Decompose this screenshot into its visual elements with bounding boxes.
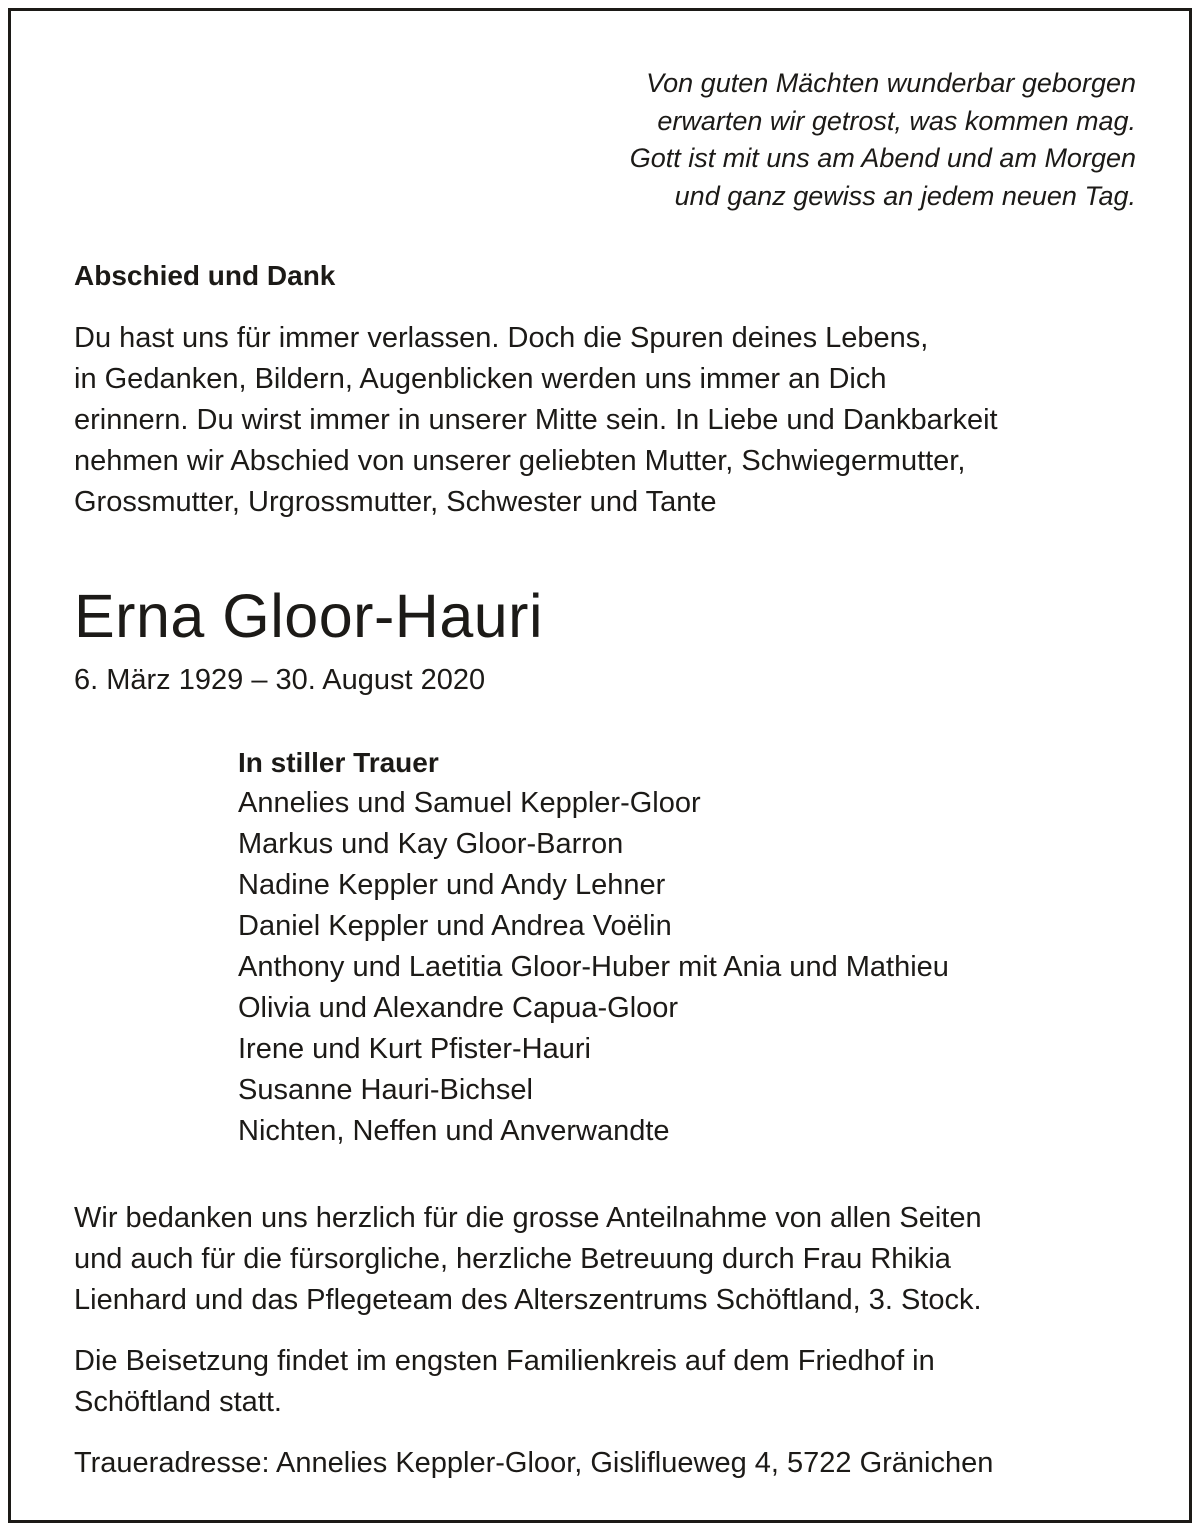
intro-line: Grossmutter, Urgrossmutter, Schwester und Tante: [74, 486, 717, 518]
mourner-entry: Nadine Keppler und Andy Lehner: [238, 869, 666, 901]
burial-line: Die Beisetzung findet im engsten Familienkreis auf dem Friedhof in: [74, 1345, 935, 1377]
mourner-entry: Susanne Hauri-Bichsel: [238, 1074, 533, 1106]
intro-line: Du hast uns für immer verlassen. Doch die Spuren deines Lebens,: [74, 322, 929, 354]
burial-paragraph: [74, 1341, 935, 1423]
mourner-entry: Daniel Keppler und Andrea Voëlin: [238, 910, 672, 942]
mourner-entry: Anthony und Laetitia Gloor-Huber mit Ania und Mathieu: [238, 951, 949, 983]
motto-line: erwarten wir getrost, was kommen mag.: [657, 105, 1136, 136]
motto-line: Gott ist mit uns am Abend und am Morgen: [629, 143, 1136, 173]
mourner-entry: Olivia und Alexandre Capua-Gloor: [238, 992, 679, 1024]
burial-line: Schöftland statt.: [74, 1386, 282, 1418]
intro-line: nehmen wir Abschied von unserer geliebten Mutter, Schwiegermutter,: [74, 445, 966, 477]
intro-paragraph: [74, 318, 998, 523]
thanks-paragraph: [74, 1198, 982, 1321]
thanks-line: Lienhard und das Pflegeteam des Alterszentrums Schöftland, 3. Stock.: [74, 1284, 982, 1316]
deceased-name: Erna Gloor-Hauri: [74, 582, 544, 650]
motto-verse: [630, 65, 1136, 215]
motto-line: Von guten Mächten wunderbar geborgen: [646, 68, 1136, 98]
intro-line: erinnern. Du wirst immer in unserer Mitte sein. In Liebe und Dankbarkeit: [74, 404, 998, 436]
mourner-entry: Nichten, Neffen und Anverwandte: [238, 1115, 670, 1147]
mourner-entry: Irene und Kurt Pfister-Hauri: [238, 1033, 591, 1065]
thanks-line: und auch für die fürsorgliche, herzliche Betreuung durch Frau Rhikia: [74, 1243, 951, 1275]
life-dates: 6. März 1929 – 30. August 2020: [74, 664, 486, 696]
section-heading: Abschied und Dank: [74, 260, 336, 291]
mourner-entry: Annelies und Samuel Keppler-Gloor: [238, 787, 701, 819]
mourners-list: [238, 783, 949, 1152]
intro-line: in Gedanken, Bildern, Augenblicken werden uns immer an Dich: [74, 363, 887, 395]
motto-line: und ganz gewiss an jedem neuen Tag.: [674, 180, 1136, 211]
mourners-title: In stiller Trauer: [238, 747, 439, 778]
mourning-address: Traueradresse: Annelies Keppler-Gloor, Gisliflueweg 4, 5722 Gränichen: [74, 1447, 994, 1479]
thanks-line: Wir bedanken uns herzlich für die grosse Anteilnahme von allen Seiten: [74, 1202, 982, 1234]
mourner-entry: Markus und Kay Gloor-Barron: [238, 828, 624, 860]
mourners-block: [238, 742, 949, 1152]
